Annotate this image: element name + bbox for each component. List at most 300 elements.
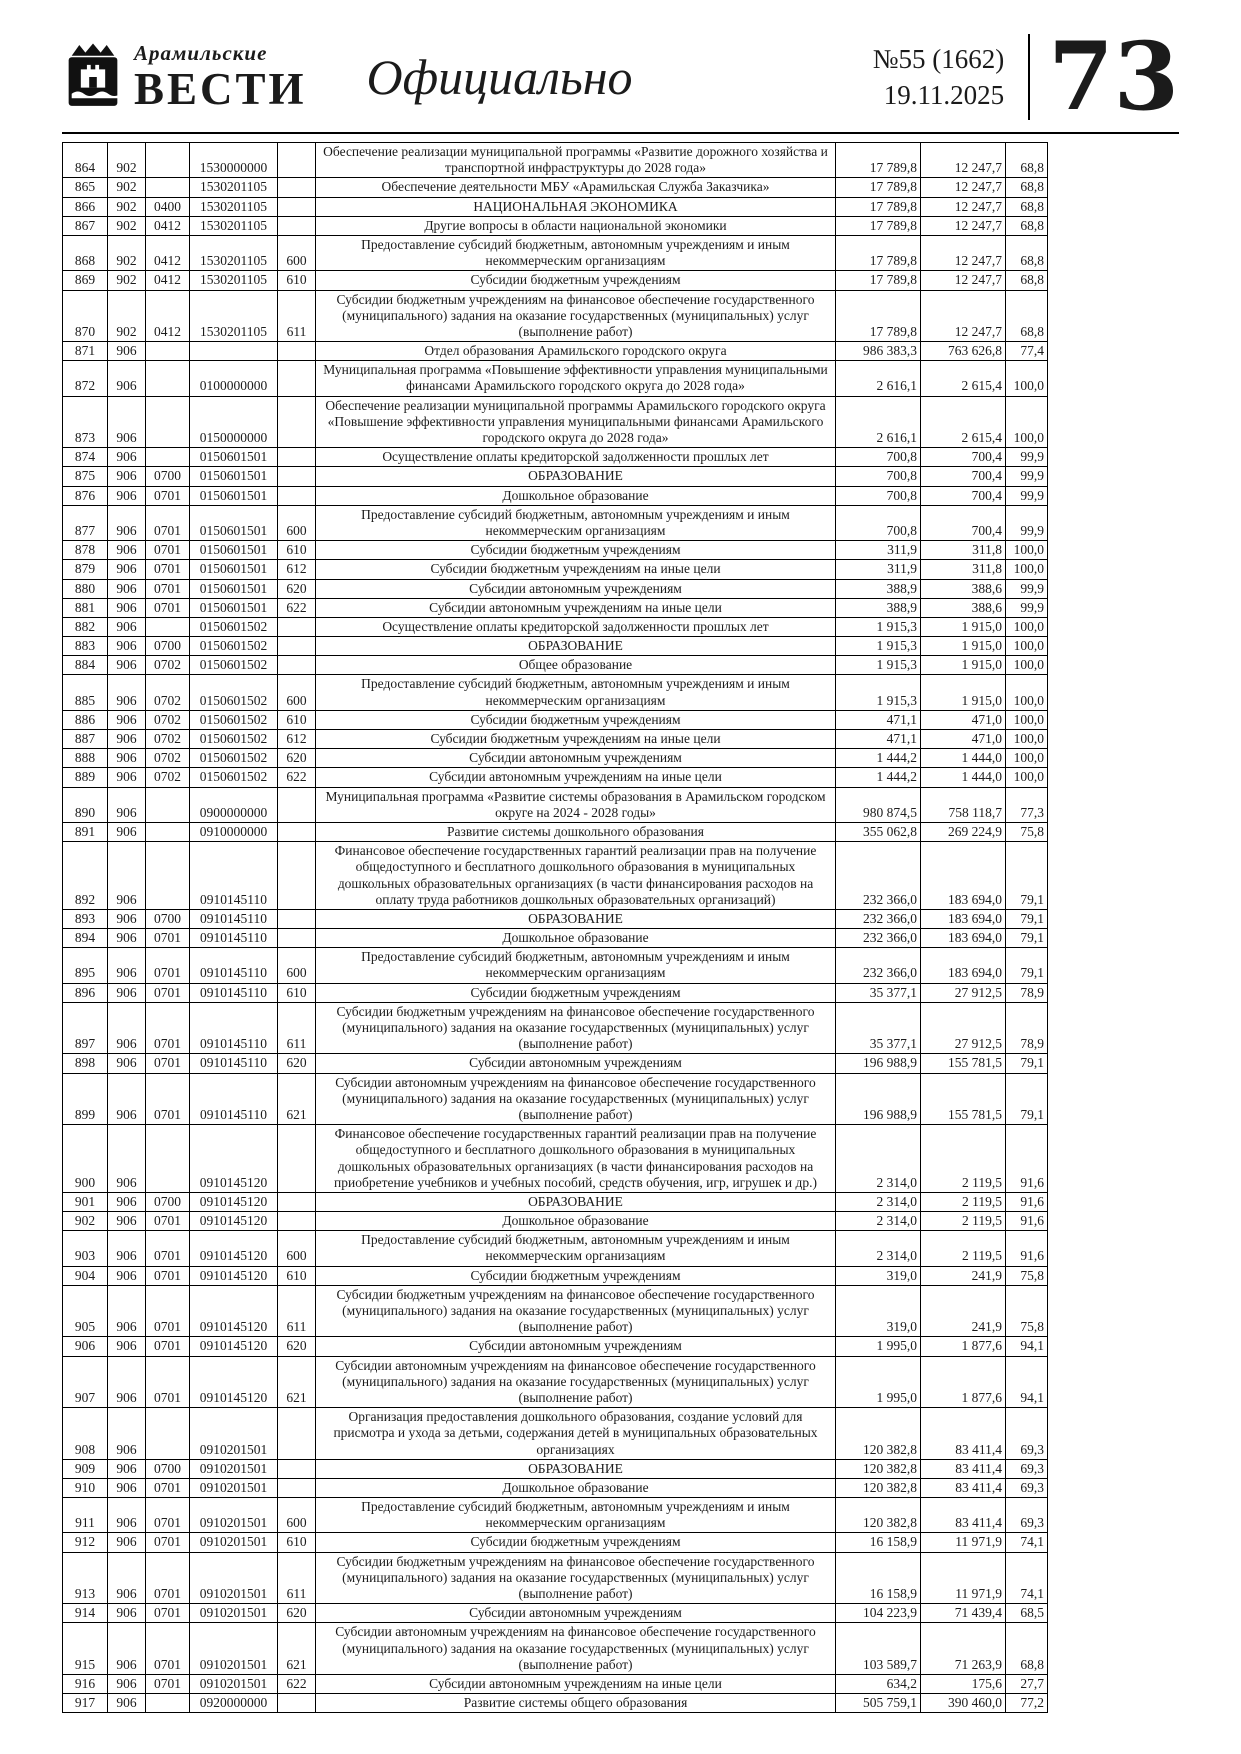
- table-row: [63, 710, 1048, 729]
- section-code-cell: 0701: [146, 1231, 190, 1266]
- section-code-cell: 0701: [146, 1623, 190, 1675]
- row-number-cell: 902: [63, 1212, 108, 1231]
- expense-type-cell: 620: [278, 749, 316, 768]
- executed-amount-cell: 1 444,0: [921, 749, 1006, 768]
- row-number-cell: 909: [63, 1459, 108, 1478]
- executed-amount-cell: 12 247,7: [921, 216, 1006, 235]
- grbs-code-cell: 906: [108, 598, 146, 617]
- target-article-cell: 0150601501: [190, 505, 278, 540]
- name-cell: Субсидии автономным учреждениям на финансовое обеспечение государственного (муниципального) задания на оказание государственных (муниципальных) услуг (выполнение работ): [316, 1623, 836, 1675]
- name-cell: ОБРАЗОВАНИЕ: [316, 637, 836, 656]
- expense-type-cell: 600: [278, 948, 316, 983]
- row-number-cell: 884: [63, 656, 108, 675]
- expense-type-cell: [278, 617, 316, 636]
- target-article-cell: 0900000000: [190, 787, 278, 822]
- table-row: [63, 656, 1048, 675]
- table-row: [63, 178, 1048, 197]
- row-number-cell: 915: [63, 1623, 108, 1675]
- name-cell: Финансовое обеспечение государственных гарантий реализации прав на получение общедоступного и бесплатного дошкольного образования в муниципальных дошкольных образовательных организациях (в части финансирования расходов на оплату труда работников дошкольных образовательных организаций): [316, 842, 836, 910]
- name-cell: Общее образование: [316, 656, 836, 675]
- expense-type-cell: 621: [278, 1073, 316, 1125]
- section-code-cell: [146, 1408, 190, 1460]
- table-row: [63, 396, 1048, 448]
- executed-amount-cell: 2 615,4: [921, 396, 1006, 448]
- row-number-cell: 904: [63, 1266, 108, 1285]
- section-code-cell: [146, 617, 190, 636]
- percent-cell: 100,0: [1006, 710, 1048, 729]
- expense-type-cell: 620: [278, 1604, 316, 1623]
- expense-type-cell: [278, 1694, 316, 1713]
- name-cell: Обеспечение деятельности МБУ «Арамильская Служба Заказчика»: [316, 178, 836, 197]
- executed-amount-cell: 1 444,0: [921, 768, 1006, 787]
- approved-amount-cell: 232 366,0: [836, 842, 921, 910]
- grbs-code-cell: 906: [108, 842, 146, 910]
- percent-cell: 91,6: [1006, 1192, 1048, 1211]
- section-code-cell: 0412: [146, 271, 190, 290]
- table-row: [63, 948, 1048, 983]
- percent-cell: 94,1: [1006, 1356, 1048, 1408]
- name-cell: Отдел образования Арамильского городского округа: [316, 342, 836, 361]
- table-row: [63, 1498, 1048, 1533]
- executed-amount-cell: 1 915,0: [921, 656, 1006, 675]
- expense-type-cell: 611: [278, 1285, 316, 1337]
- target-article-cell: 0910145120: [190, 1356, 278, 1408]
- section-code-cell: 0701: [146, 1604, 190, 1623]
- executed-amount-cell: 12 247,7: [921, 143, 1006, 178]
- executed-amount-cell: 1 877,6: [921, 1356, 1006, 1408]
- executed-amount-cell: 241,9: [921, 1285, 1006, 1337]
- table-row: [63, 1408, 1048, 1460]
- expense-type-cell: 621: [278, 1623, 316, 1675]
- expense-type-cell: [278, 1125, 316, 1193]
- section-code-cell: 0700: [146, 467, 190, 486]
- name-cell: ОБРАЗОВАНИЕ: [316, 467, 836, 486]
- table-row: [63, 1337, 1048, 1356]
- section-code-cell: 0701: [146, 983, 190, 1002]
- row-number-cell: 871: [63, 342, 108, 361]
- approved-amount-cell: 700,8: [836, 486, 921, 505]
- row-number-cell: 870: [63, 290, 108, 342]
- approved-amount-cell: 505 759,1: [836, 1694, 921, 1713]
- approved-amount-cell: 1 995,0: [836, 1356, 921, 1408]
- grbs-code-cell: 906: [108, 1478, 146, 1497]
- percent-cell: 69,3: [1006, 1478, 1048, 1497]
- percent-cell: 78,9: [1006, 1002, 1048, 1054]
- expense-type-cell: 610: [278, 541, 316, 560]
- expense-type-cell: [278, 396, 316, 448]
- grbs-code-cell: 906: [108, 396, 146, 448]
- name-cell: НАЦИОНАЛЬНАЯ ЭКОНОМИКА: [316, 197, 836, 216]
- expense-type-cell: [278, 1459, 316, 1478]
- target-article-cell: 0910145120: [190, 1212, 278, 1231]
- name-cell: Дошкольное образование: [316, 1478, 836, 1497]
- newspaper-logo: [62, 42, 307, 112]
- percent-cell: 100,0: [1006, 768, 1048, 787]
- name-cell: Субсидии бюджетным учреждениям на финансовое обеспечение государственного (муниципального) задания на оказание государственных (муниципальных) услуг (выполнение работ): [316, 290, 836, 342]
- approved-amount-cell: 196 988,9: [836, 1054, 921, 1073]
- executed-amount-cell: 83 411,4: [921, 1459, 1006, 1478]
- row-number-cell: 868: [63, 235, 108, 270]
- name-cell: Субсидии бюджетным учреждениям: [316, 271, 836, 290]
- name-cell: Предоставление субсидий бюджетным, автономным учреждениям и иным некоммерческим организациям: [316, 235, 836, 270]
- grbs-code-cell: 906: [108, 560, 146, 579]
- table-row: [63, 1212, 1048, 1231]
- approved-amount-cell: 471,1: [836, 710, 921, 729]
- grbs-code-cell: 906: [108, 948, 146, 983]
- approved-amount-cell: 355 062,8: [836, 822, 921, 841]
- expense-type-cell: 610: [278, 1533, 316, 1552]
- grbs-code-cell: 906: [108, 1533, 146, 1552]
- target-article-cell: 0910201501: [190, 1533, 278, 1552]
- name-cell: Субсидии автономным учреждениям на финансовое обеспечение государственного (муниципального) задания на оказание государственных (муниципальных) услуг (выполнение работ): [316, 1356, 836, 1408]
- approved-amount-cell: 1 444,2: [836, 749, 921, 768]
- percent-cell: 100,0: [1006, 637, 1048, 656]
- section-code-cell: 0702: [146, 749, 190, 768]
- approved-amount-cell: 986 383,3: [836, 342, 921, 361]
- table-row: [63, 617, 1048, 636]
- executed-amount-cell: 83 411,4: [921, 1408, 1006, 1460]
- row-number-cell: 916: [63, 1674, 108, 1693]
- expense-type-cell: [278, 143, 316, 178]
- expense-type-cell: 600: [278, 1231, 316, 1266]
- grbs-code-cell: 906: [108, 1125, 146, 1193]
- percent-cell: 100,0: [1006, 749, 1048, 768]
- expense-type-cell: 610: [278, 983, 316, 1002]
- name-cell: Субсидии автономным учреждениям: [316, 1604, 836, 1623]
- name-cell: Предоставление субсидий бюджетным, автономным учреждениям и иным некоммерческим организациям: [316, 1231, 836, 1266]
- executed-amount-cell: 2 119,5: [921, 1231, 1006, 1266]
- name-cell: Финансовое обеспечение государственных гарантий реализации прав на получение общедоступного и бесплатного дошкольного образования в муниципальных дошкольных образовательных организациях (в части финансирования расходов на приобретение учебников и учебных пособий, средств обучения, игр, игрушек и др.): [316, 1125, 836, 1193]
- expense-type-cell: [278, 216, 316, 235]
- executed-amount-cell: 11 971,9: [921, 1533, 1006, 1552]
- approved-amount-cell: 16 158,9: [836, 1533, 921, 1552]
- table-row: [63, 1552, 1048, 1604]
- approved-amount-cell: 120 382,8: [836, 1478, 921, 1497]
- row-number-cell: 876: [63, 486, 108, 505]
- row-number-cell: 903: [63, 1231, 108, 1266]
- executed-amount-cell: 27 912,5: [921, 1002, 1006, 1054]
- section-code-cell: [146, 822, 190, 841]
- table-row: [63, 486, 1048, 505]
- section-code-cell: 0700: [146, 1192, 190, 1211]
- row-number-cell: 912: [63, 1533, 108, 1552]
- percent-cell: 75,8: [1006, 1266, 1048, 1285]
- row-number-cell: 883: [63, 637, 108, 656]
- target-article-cell: [190, 342, 278, 361]
- expense-type-cell: 611: [278, 1002, 316, 1054]
- section-code-cell: 0701: [146, 1478, 190, 1497]
- percent-cell: 27,7: [1006, 1674, 1048, 1693]
- expense-type-cell: [278, 909, 316, 928]
- grbs-code-cell: 906: [108, 710, 146, 729]
- percent-cell: 99,9: [1006, 486, 1048, 505]
- percent-cell: 100,0: [1006, 541, 1048, 560]
- table-row: [63, 787, 1048, 822]
- percent-cell: 100,0: [1006, 560, 1048, 579]
- executed-amount-cell: 700,4: [921, 486, 1006, 505]
- target-article-cell: 0910201501: [190, 1498, 278, 1533]
- table-row: [63, 579, 1048, 598]
- percent-cell: 79,1: [1006, 948, 1048, 983]
- section-code-cell: 0701: [146, 1002, 190, 1054]
- target-article-cell: 0910145120: [190, 1285, 278, 1337]
- row-number-cell: 864: [63, 143, 108, 178]
- grbs-code-cell: 906: [108, 486, 146, 505]
- executed-amount-cell: 311,8: [921, 541, 1006, 560]
- approved-amount-cell: 700,8: [836, 448, 921, 467]
- approved-amount-cell: 2 616,1: [836, 361, 921, 396]
- row-number-cell: 914: [63, 1604, 108, 1623]
- target-article-cell: 0150601502: [190, 656, 278, 675]
- grbs-code-cell: 902: [108, 271, 146, 290]
- section-code-cell: 0702: [146, 675, 190, 710]
- percent-cell: 69,3: [1006, 1459, 1048, 1478]
- grbs-code-cell: 906: [108, 579, 146, 598]
- target-article-cell: 0150601501: [190, 560, 278, 579]
- grbs-code-cell: 906: [108, 617, 146, 636]
- approved-amount-cell: 1 915,3: [836, 656, 921, 675]
- percent-cell: 100,0: [1006, 361, 1048, 396]
- executed-amount-cell: 763 626,8: [921, 342, 1006, 361]
- grbs-code-cell: 906: [108, 1694, 146, 1713]
- expense-type-cell: 610: [278, 1266, 316, 1285]
- section-code-cell: [146, 178, 190, 197]
- grbs-code-cell: 906: [108, 768, 146, 787]
- target-article-cell: 0910201501: [190, 1674, 278, 1693]
- grbs-code-cell: 906: [108, 1552, 146, 1604]
- percent-cell: 99,9: [1006, 448, 1048, 467]
- executed-amount-cell: 12 247,7: [921, 235, 1006, 270]
- budget-table-body: [63, 143, 1048, 1713]
- percent-cell: 68,8: [1006, 290, 1048, 342]
- section-code-cell: 0702: [146, 768, 190, 787]
- table-row: [63, 909, 1048, 928]
- grbs-code-cell: 906: [108, 1054, 146, 1073]
- row-number-cell: 901: [63, 1192, 108, 1211]
- executed-amount-cell: 183 694,0: [921, 929, 1006, 948]
- target-article-cell: 0910145120: [190, 1266, 278, 1285]
- approved-amount-cell: 16 158,9: [836, 1552, 921, 1604]
- target-article-cell: 0910201501: [190, 1604, 278, 1623]
- name-cell: ОБРАЗОВАНИЕ: [316, 1459, 836, 1478]
- percent-cell: 77,3: [1006, 787, 1048, 822]
- percent-cell: 99,9: [1006, 579, 1048, 598]
- percent-cell: 68,8: [1006, 143, 1048, 178]
- percent-cell: 100,0: [1006, 617, 1048, 636]
- approved-amount-cell: 471,1: [836, 730, 921, 749]
- row-number-cell: 866: [63, 197, 108, 216]
- section-code-cell: 0701: [146, 1533, 190, 1552]
- executed-amount-cell: 155 781,5: [921, 1054, 1006, 1073]
- approved-amount-cell: 311,9: [836, 541, 921, 560]
- expense-type-cell: 620: [278, 1337, 316, 1356]
- name-cell: Субсидии автономным учреждениям на финансовое обеспечение государственного (муниципального) задания на оказание государственных (муниципальных) услуг (выполнение работ): [316, 1073, 836, 1125]
- table-row: [63, 197, 1048, 216]
- name-cell: Субсидии автономным учреждениям: [316, 1054, 836, 1073]
- brand-name-text: ВЕСТИ: [134, 63, 307, 114]
- target-article-cell: 0150601502: [190, 730, 278, 749]
- target-article-cell: 1530000000: [190, 143, 278, 178]
- target-article-cell: 0910201501: [190, 1459, 278, 1478]
- target-article-cell: 0910201501: [190, 1552, 278, 1604]
- table-row: [63, 1694, 1048, 1713]
- approved-amount-cell: 17 789,8: [836, 178, 921, 197]
- row-number-cell: 889: [63, 768, 108, 787]
- expense-type-cell: 612: [278, 560, 316, 579]
- section-code-cell: 0701: [146, 1674, 190, 1693]
- expense-type-cell: [278, 486, 316, 505]
- percent-cell: 69,3: [1006, 1408, 1048, 1460]
- expense-type-cell: 600: [278, 235, 316, 270]
- expense-type-cell: 611: [278, 1552, 316, 1604]
- row-number-cell: 865: [63, 178, 108, 197]
- expense-type-cell: [278, 656, 316, 675]
- approved-amount-cell: 17 789,8: [836, 271, 921, 290]
- name-cell: Субсидии автономным учреждениям: [316, 1337, 836, 1356]
- section-code-cell: 0701: [146, 598, 190, 617]
- percent-cell: 94,1: [1006, 1337, 1048, 1356]
- grbs-code-cell: 906: [108, 1356, 146, 1408]
- approved-amount-cell: 2 314,0: [836, 1125, 921, 1193]
- name-cell: Субсидии бюджетным учреждениям: [316, 983, 836, 1002]
- grbs-code-cell: 906: [108, 505, 146, 540]
- approved-amount-cell: 1 915,3: [836, 675, 921, 710]
- section-code-cell: 0412: [146, 235, 190, 270]
- percent-cell: 68,8: [1006, 197, 1048, 216]
- grbs-code-cell: 906: [108, 929, 146, 948]
- name-cell: Субсидии автономным учреждениям на иные цели: [316, 768, 836, 787]
- expense-type-cell: 621: [278, 1356, 316, 1408]
- approved-amount-cell: 17 789,8: [836, 290, 921, 342]
- target-article-cell: 1530201105: [190, 290, 278, 342]
- approved-amount-cell: 388,9: [836, 579, 921, 598]
- table-row: [63, 1478, 1048, 1497]
- section-code-cell: 0701: [146, 1266, 190, 1285]
- executed-amount-cell: 83 411,4: [921, 1478, 1006, 1497]
- row-number-cell: 887: [63, 730, 108, 749]
- table-row: [63, 1623, 1048, 1675]
- approved-amount-cell: 1 995,0: [836, 1337, 921, 1356]
- name-cell: Субсидии бюджетным учреждениям на иные цели: [316, 560, 836, 579]
- row-number-cell: 873: [63, 396, 108, 448]
- grbs-code-cell: 906: [108, 749, 146, 768]
- executed-amount-cell: 27 912,5: [921, 983, 1006, 1002]
- executed-amount-cell: 175,6: [921, 1674, 1006, 1693]
- percent-cell: 100,0: [1006, 730, 1048, 749]
- target-article-cell: 0910145120: [190, 1337, 278, 1356]
- expense-type-cell: 611: [278, 290, 316, 342]
- expense-type-cell: [278, 1192, 316, 1211]
- row-number-cell: 877: [63, 505, 108, 540]
- row-number-cell: 875: [63, 467, 108, 486]
- expense-type-cell: 600: [278, 1498, 316, 1533]
- executed-amount-cell: 183 694,0: [921, 842, 1006, 910]
- name-cell: Предоставление субсидий бюджетным, автономным учреждениям и иным некоммерческим организациям: [316, 948, 836, 983]
- table-row: [63, 1125, 1048, 1193]
- section-code-cell: [146, 1694, 190, 1713]
- issue-number: №55 (1662): [872, 43, 1005, 74]
- table-row: [63, 983, 1048, 1002]
- table-row: [63, 1533, 1048, 1552]
- name-cell: Субсидии автономным учреждениям на иные цели: [316, 1674, 836, 1693]
- row-number-cell: 898: [63, 1054, 108, 1073]
- percent-cell: 91,6: [1006, 1231, 1048, 1266]
- section-code-cell: 0700: [146, 909, 190, 928]
- table-row: [63, 1459, 1048, 1478]
- percent-cell: 75,8: [1006, 822, 1048, 841]
- grbs-code-cell: 906: [108, 541, 146, 560]
- grbs-code-cell: 906: [108, 1604, 146, 1623]
- expense-type-cell: [278, 342, 316, 361]
- name-cell: Дошкольное образование: [316, 486, 836, 505]
- target-article-cell: 0150601501: [190, 448, 278, 467]
- expense-type-cell: [278, 178, 316, 197]
- table-row: [63, 842, 1048, 910]
- name-cell: Субсидии автономным учреждениям: [316, 579, 836, 598]
- section-code-cell: 0701: [146, 486, 190, 505]
- target-article-cell: 0150000000: [190, 396, 278, 448]
- grbs-code-cell: 902: [108, 143, 146, 178]
- grbs-code-cell: 906: [108, 1623, 146, 1675]
- target-article-cell: 1530201105: [190, 216, 278, 235]
- percent-cell: 68,8: [1006, 271, 1048, 290]
- percent-cell: 79,1: [1006, 1073, 1048, 1125]
- section-code-cell: 0701: [146, 560, 190, 579]
- target-article-cell: 0910145110: [190, 1002, 278, 1054]
- percent-cell: 68,8: [1006, 1623, 1048, 1675]
- target-article-cell: 0150601502: [190, 617, 278, 636]
- city-crest-icon: [62, 42, 124, 112]
- brand-top-text: Арамильские: [134, 40, 268, 65]
- section-code-cell: 0702: [146, 730, 190, 749]
- name-cell: Субсидии автономным учреждениям на иные цели: [316, 598, 836, 617]
- budget-table-wrap: [62, 142, 1179, 1713]
- percent-cell: 99,9: [1006, 598, 1048, 617]
- row-number-cell: 891: [63, 822, 108, 841]
- executed-amount-cell: 11 971,9: [921, 1552, 1006, 1604]
- expense-type-cell: [278, 467, 316, 486]
- approved-amount-cell: 1 915,3: [836, 617, 921, 636]
- grbs-code-cell: 906: [108, 1002, 146, 1054]
- section-code-cell: [146, 361, 190, 396]
- executed-amount-cell: 1 877,6: [921, 1337, 1006, 1356]
- section-code-cell: 0400: [146, 197, 190, 216]
- approved-amount-cell: 120 382,8: [836, 1498, 921, 1533]
- target-article-cell: 0910000000: [190, 822, 278, 841]
- executed-amount-cell: 1 915,0: [921, 617, 1006, 636]
- section-code-cell: 0702: [146, 656, 190, 675]
- table-row: [63, 822, 1048, 841]
- target-article-cell: 0150601501: [190, 541, 278, 560]
- grbs-code-cell: 906: [108, 342, 146, 361]
- percent-cell: 100,0: [1006, 396, 1048, 448]
- target-article-cell: 0910145110: [190, 983, 278, 1002]
- approved-amount-cell: 232 366,0: [836, 929, 921, 948]
- target-article-cell: 0910145110: [190, 1054, 278, 1073]
- row-number-cell: 890: [63, 787, 108, 822]
- approved-amount-cell: 2 314,0: [836, 1212, 921, 1231]
- grbs-code-cell: 906: [108, 1674, 146, 1693]
- row-number-cell: 892: [63, 842, 108, 910]
- approved-amount-cell: 120 382,8: [836, 1408, 921, 1460]
- table-row: [63, 730, 1048, 749]
- row-number-cell: 895: [63, 948, 108, 983]
- percent-cell: 99,9: [1006, 467, 1048, 486]
- section-code-cell: 0701: [146, 1356, 190, 1408]
- name-cell: Осуществление оплаты кредиторской задолженности прошлых лет: [316, 448, 836, 467]
- row-number-cell: 894: [63, 929, 108, 948]
- grbs-code-cell: 906: [108, 822, 146, 841]
